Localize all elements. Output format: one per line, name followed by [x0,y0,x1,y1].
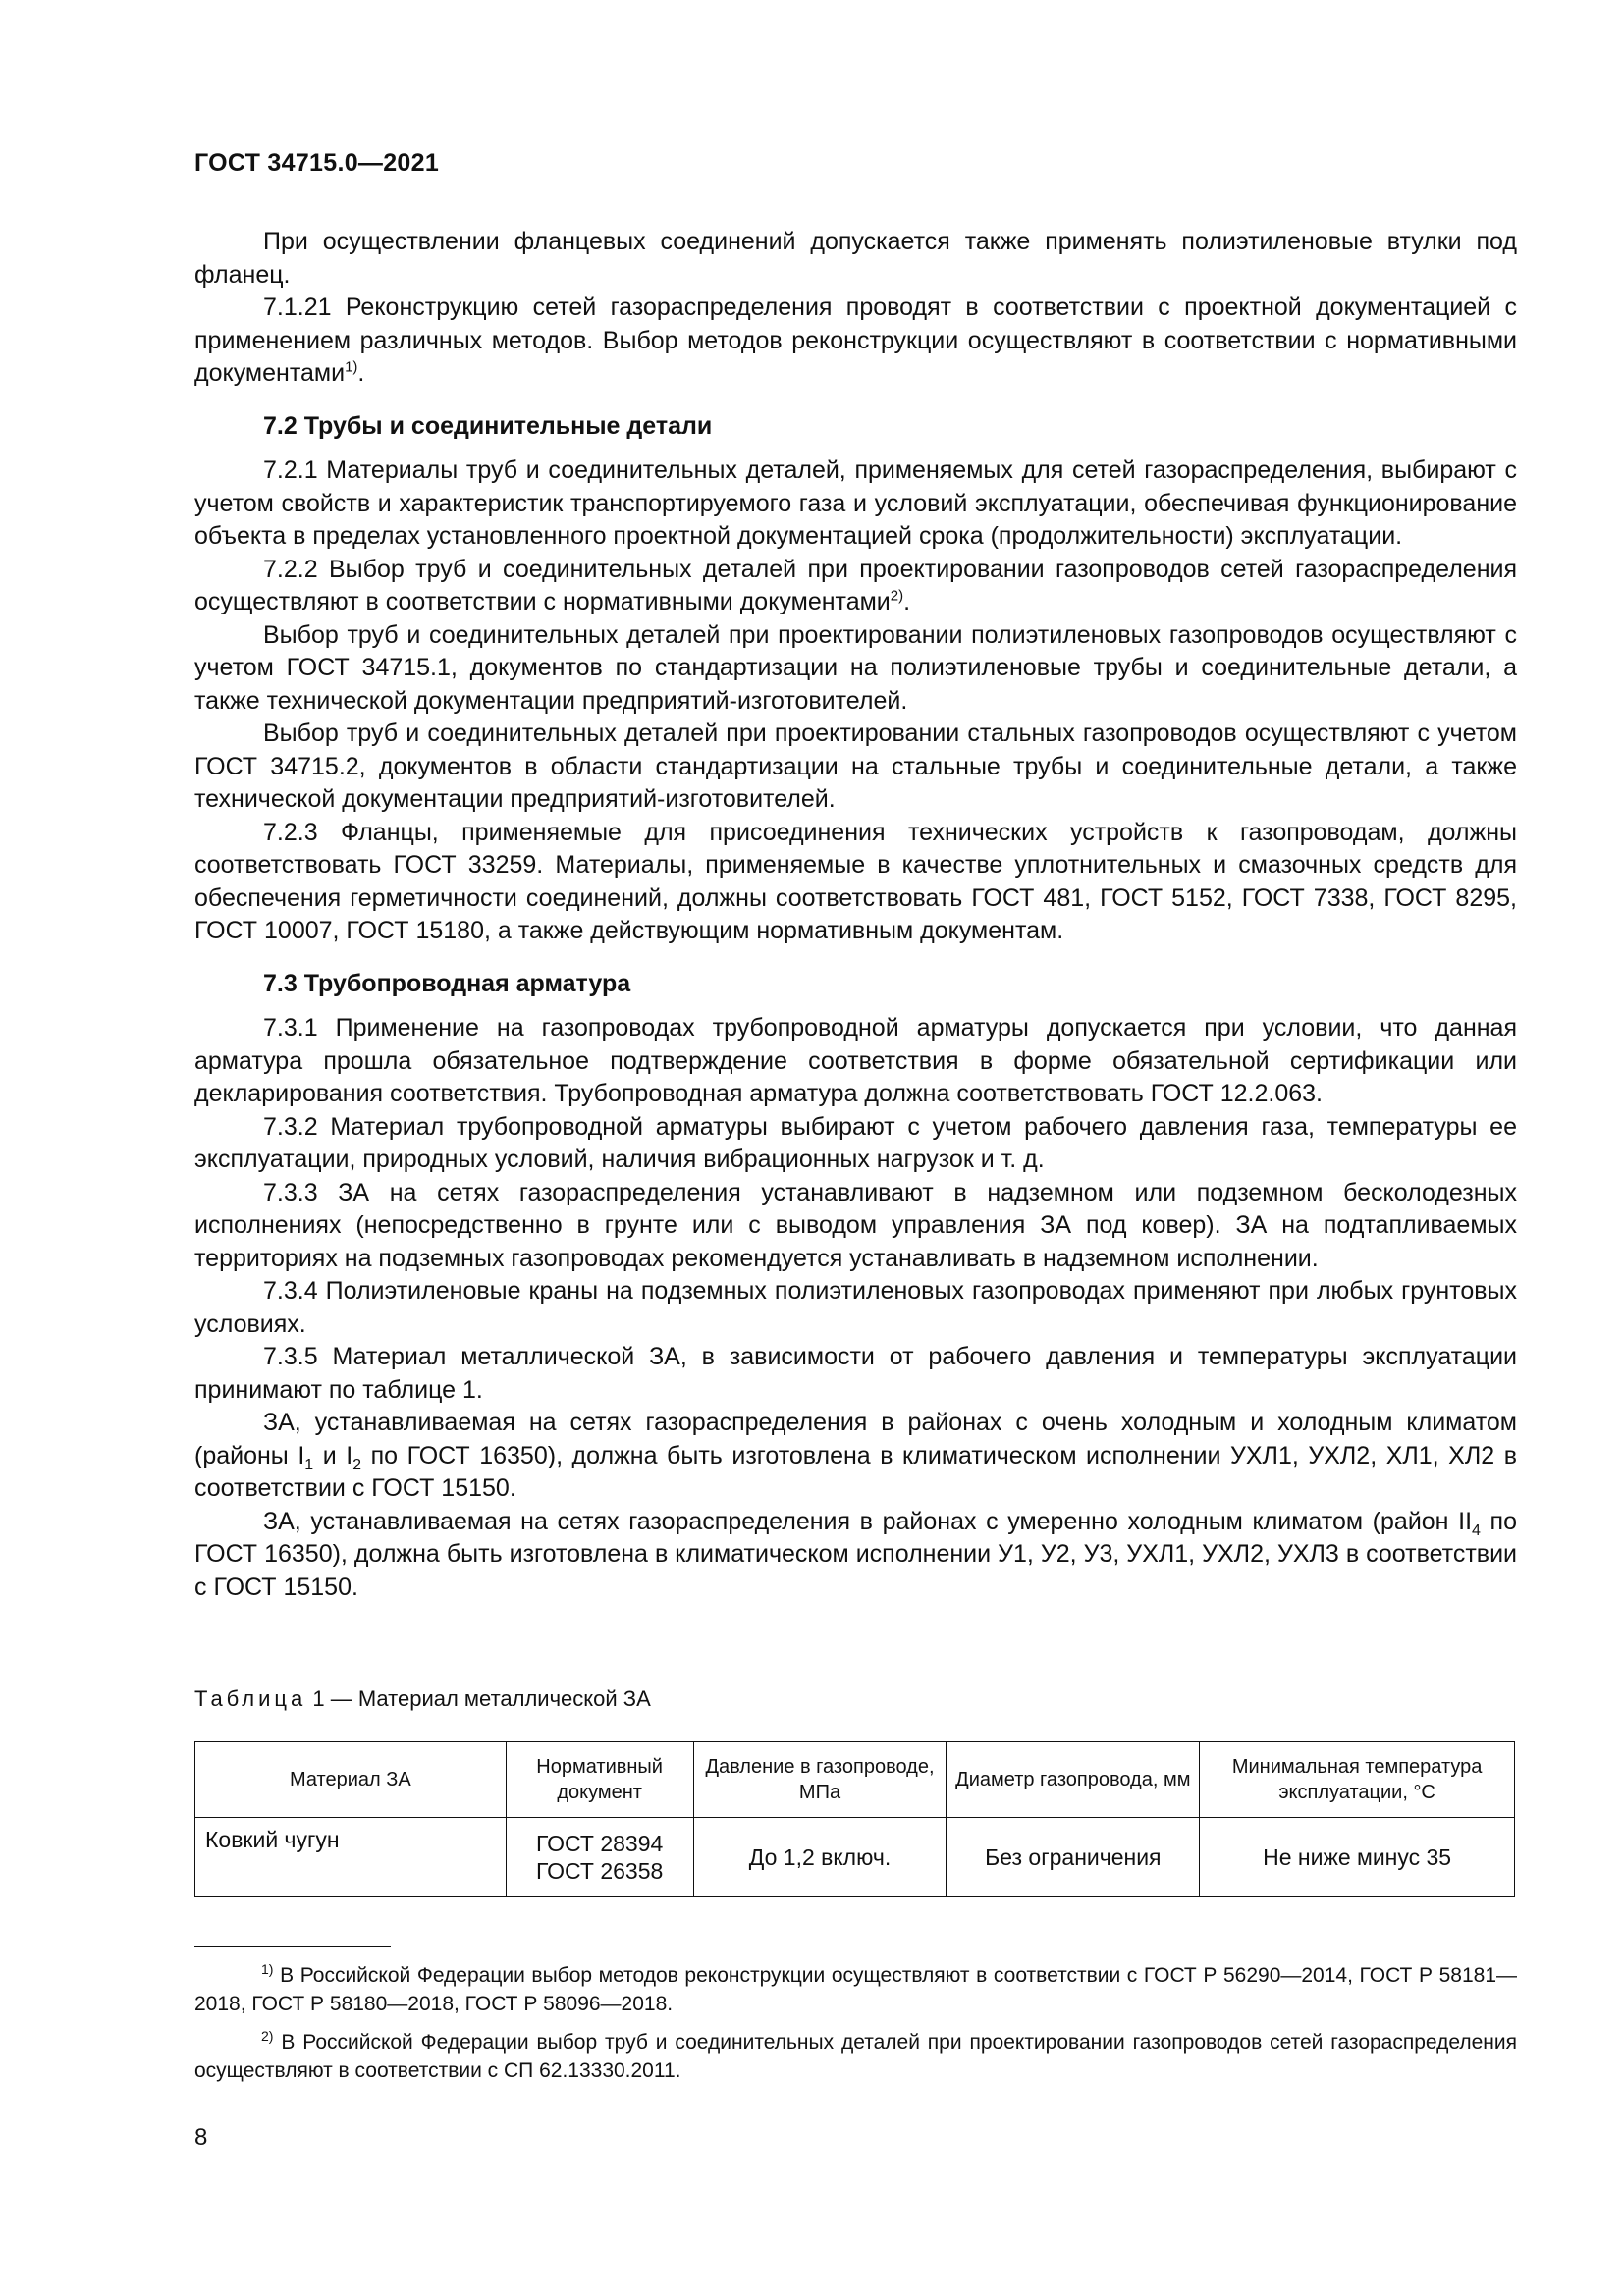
paragraph-7-3-4: 7.3.4 Полиэтиленовые краны на подземных полиэтиленовых газопроводах применяют при любых грунтовых условиях. [194,1277,1517,1338]
paragraph: Выбор труб и соединительных деталей при проектировании полиэтиленовых газопроводов осуществляют с учетом ГОСТ 34715.1, документов по стандартизации на полиэтиленовые трубы и соединительные детали, а также технической документации предприятий-изготовителей. [194,620,1517,715]
footnotes [194,1961,1517,2095]
paragraph-7-3-3: 7.3.3 ЗА на сетях газораспределения устанавливают в надземном или подземном бесколодезных исполнениях (непосредственно в грунте или с выводом управления ЗА под ковер). ЗА на подтапливаемых территориях на подземных газопроводах рекомендуется устанавливать в надземном исполнении. [194,1178,1517,1272]
table-cell: До 1,2 включ. [693,1818,947,1897]
section-heading-7-3: 7.3 Трубопроводная арматура [263,969,631,997]
paragraph-7-1-21: 7.1.21 Реконструкцию сетей газораспределения проводят в соответствии с проектной документацией с применением различных методов. Выбор методов реконструкции осуществляют в соответствии с нормативными документами$^{1)}$. [194,294,1517,387]
table-caption: Таблица 1 — Материал металлической ЗА [194,1686,651,1711]
paragraph-7-2-2: 7.2.2 Выбор труб и соединительных деталей при проектировании газопроводов сетей газораспределения осуществляют в соответствии с нормативными документами$^{2)}$. [194,555,1517,615]
paragraph: ЗА, устанавливаемая на сетях газораспределения в районах с очень холодным и холодным климатом (районы $I_1$ и $I_2$ по ГОСТ 16350), должна быть изготовлена в климатическом исполнении УХЛ1, УХЛ2, ХЛ1, ХЛ2 в соответствии с ГОСТ 15150. [194,1409,1517,1502]
page-number: 8 [194,2124,208,2151]
paragraph-7-3-5: 7.3.5 Материал металлической ЗА, в зависимости от рабочего давления и температуры эксплуатации принимают по таблице 1. [194,1343,1517,1404]
section-heading-7-2: 7.2 Трубы и соединительные детали [263,411,713,440]
footnote-2: $^{2)}$ В Российской Федерации выбор труб и соединительных деталей при проектировании газопроводов сетей газораспределения осуществляют в соответствии с СП 62.13330.2011. [194,2028,1517,2082]
paragraph: Выбор труб и соединительных деталей при проектировании стальных газопроводов осуществляют с учетом ГОСТ 34715.2, документов в области стандартизации на стальные трубы и соединительные детали, а также технической документации предприятий-изготовителей. [194,720,1517,813]
footnote-ref-2[interactable]: 2) [890,587,904,605]
paragraph-7-3-1: 7.3.1 Применение на газопроводах трубопроводной арматуры допускается при условии, что данная арматура прошла обязательное подтверждение соответствия в форме обязательной сертификации или декларирования соответствия. Трубопроводная арматура должна соответствовать ГОСТ 12.2.063. [194,1014,1517,1107]
table-cell: Не ниже минус 35 [1200,1818,1515,1897]
table-header-cell: Диаметр газопровода, мм [947,1742,1200,1818]
body-text [194,226,1517,1604]
table-cell: ГОСТ 28394 ГОСТ 26358 [506,1818,693,1897]
material-table [194,1741,1515,1897]
footnote-1: $^{1)}$ В Российской Федерации выбор методов реконструкции осуществляют в соответствии с ГОСТ Р 56290—2014, ГОСТ Р 58181—2018, ГОСТ Р 58180—2018, ГОСТ Р 58096—2018. [194,1961,1517,2015]
table-header-cell: Материал ЗА [195,1742,507,1818]
paragraph: При осуществлении фланцевых соединений допускается также применять полиэтиленовые втулки под фланец. [194,228,1517,289]
footnote-separator [194,1946,391,1947]
paragraph-7-3-2: 7.3.2 Материал трубопроводной арматуры выбирают с учетом рабочего давления газа, температуры ее эксплуатации, природных условий, наличия вибрационных нагрузок и т. д. [194,1112,1517,1173]
paragraph: ЗА, устанавливаемая на сетях газораспределения в районах с умеренно холодным климатом (район $II_4$ по ГОСТ 16350), должна быть изготовлена в климатическом исполнении У1, У2, У3, УХЛ1, УХЛ2, УХЛ3 в соответствии с ГОСТ 15150. [194,1507,1517,1601]
paragraph-7-2-1: 7.2.1 Материалы труб и соединительных деталей, применяемых для сетей газораспределения, выбирают с учетом свойств и характеристик транспортируемого газа и условий эксплуатации, обеспечивая функционирование объекта в пределах установленного проектной документацией срока (продолжительности) эксплуатации. [194,456,1517,550]
table-header-cell: Нормативный документ [506,1742,693,1818]
table-header-cell: Минимальная температура эксплуатации, °С [1200,1742,1515,1818]
table-header-row [195,1742,1515,1818]
table-row [195,1818,1515,1897]
table-cell: Ковкий чугун [195,1818,507,1897]
footnote-ref-1[interactable]: 1) [345,358,358,376]
table-header-cell: Давление в газопроводе, МПа [693,1742,947,1818]
paragraph-7-2-3: 7.2.3 Фланцы, применяемые для присоединения технических устройств к газопроводам, должны соответствовать ГОСТ 33259. Материалы, применяемые в качестве уплотнительных и смазочных средств для обеспечения герметичности соединений, должны соответствовать ГОСТ 481, ГОСТ 5152, ГОСТ 7338, ГОСТ 8295, ГОСТ 10007, ГОСТ 15180, а также действующим нормативным документам. [194,818,1517,944]
document-header: ГОСТ 34715.0—2021 [194,149,440,177]
table-cell: Без ограничения [947,1818,1200,1897]
